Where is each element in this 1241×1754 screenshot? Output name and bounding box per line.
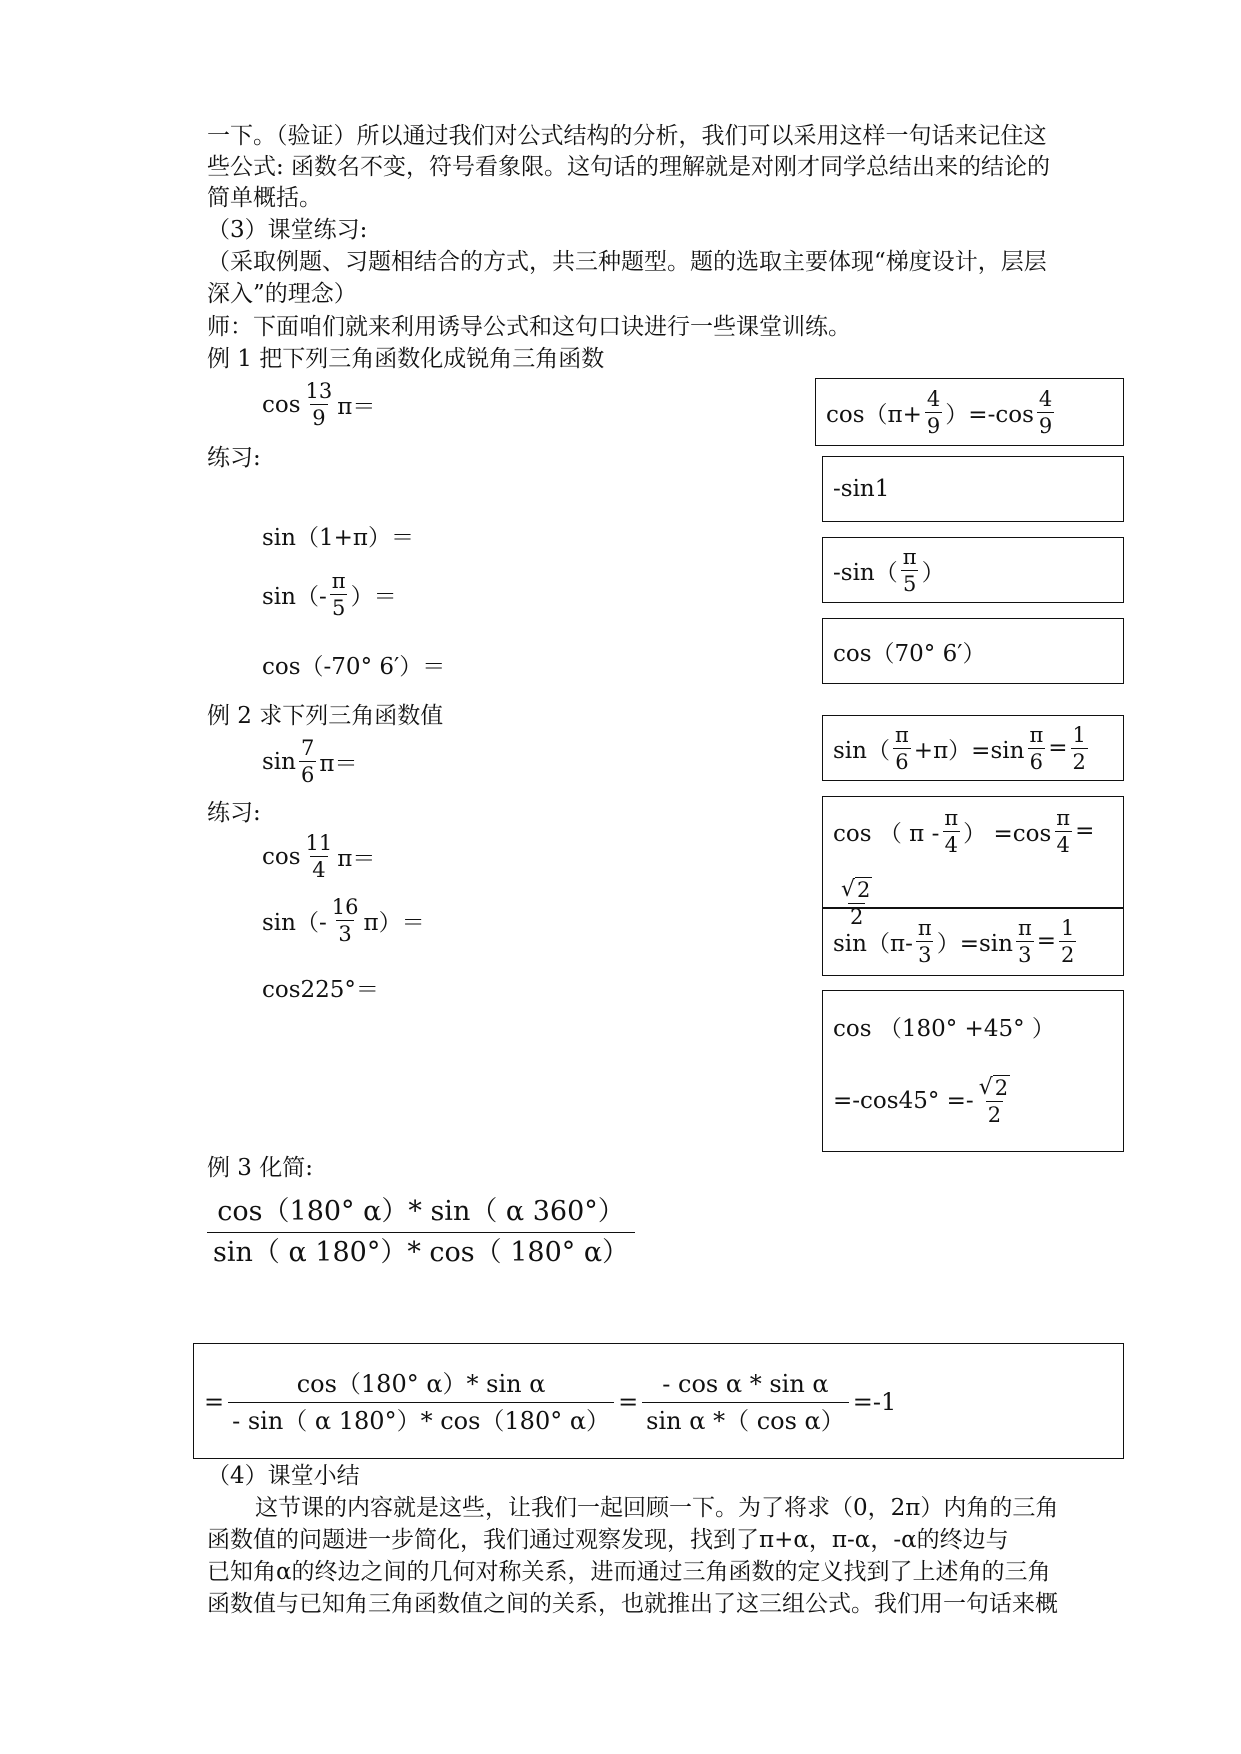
example-title: 例 1 把下列三角函数化成锐角三角函数: [207, 346, 605, 372]
paragraph-line: （采取例题、习题相结合的方式，共三种题型。题的选取主要体现“梯度设计，层层: [207, 249, 1047, 275]
answer-expression: sin（π- $\frac{\pi}{3}$ ）=sin $\frac{\pi}{3}$ = $\frac{1}{2}$: [833, 915, 1075, 967]
question-expression: sin（- $\frac{\pi}{5}$ ）＝: [262, 569, 397, 620]
question-expression: cos $\frac{13}{9}$ π＝: [262, 379, 376, 430]
question-expression: cos225°＝: [262, 977, 379, 1003]
answer-expression: cos （ π - $\frac{\pi}{4}$ ） =cos $\frac{\pi}{4}$ =: [833, 805, 1095, 857]
simplify-expression: cos（180° α）* sin（ α 360°） sin（ α 180°）* cos（ 180° α）: [207, 1192, 635, 1273]
example-title: 例 3 化简:: [207, 1155, 314, 1181]
section-heading: （4）课堂小结: [207, 1463, 360, 1489]
section-heading: （3）课堂练习:: [207, 217, 368, 243]
question-expression: cos $\frac{11}{4}$ π＝: [262, 831, 376, 882]
practice-label: 练习:: [207, 445, 261, 471]
answer-sqrt-fraction: √ 2 2: [841, 877, 871, 929]
paragraph-line: 简单概括。: [207, 185, 322, 211]
practice-label: 练习:: [207, 800, 261, 826]
paragraph-line: 函数值与已知角三角函数值之间的关系，也就推出了这三组公式。我们用一句话来概: [207, 1591, 1058, 1617]
question-expression: sin（- $\frac{16}{3}$ π）＝: [262, 895, 425, 946]
question-expression: sin（1+π）＝: [262, 525, 414, 551]
paragraph-line: 些公式: 函数名不变，符号看象限。这句话的理解就是对刚才同学总结出来的结论的: [207, 154, 1051, 180]
answer-expression: -sin（ $\frac{\pi}{5}$ ）: [833, 544, 945, 596]
paragraph-line: 师：下面咱们就来利用诱导公式和这句口诀进行一些课堂训练。: [207, 314, 851, 340]
answer-expression: cos（70° 6′）: [833, 640, 986, 667]
result-expression: = $\frac{\text{cos（180° α）* sin α}}{- \sin( \alpha 180^\circ)* \cos(180^\circ \alpha)}$ = $\frac{\text{- cos α * sin α}}{\text{sin α *（ cos α）}}$ =-1: [204, 1360, 896, 1444]
answer-expression: =-cos45° =- √ 2 2: [833, 1075, 1009, 1127]
paragraph-line: 一下。（验证）所以通过我们对公式结构的分析，我们可以采用这样一句话来记住这: [207, 123, 1047, 149]
answer-expression: sin（ $\frac{\pi}{6}$ +π）=sin $\frac{\pi}{6}$ = $\frac{1}{2}$: [833, 722, 1086, 774]
answer-expression: cos （180° +45° ）: [833, 1015, 1055, 1042]
answer-expression: cos（π+ $\frac{4}{9}$ ）=-cos $\frac{4}{9}$: [826, 386, 1053, 438]
question-expression: sin $\frac{7}{6}$ π＝: [262, 736, 358, 787]
paragraph-line: 已知角α的终边之间的几何对称关系，进而通过三角函数的定义找到了上述角的三角: [207, 1559, 1051, 1585]
paragraph-line: 这节课的内容就是这些，让我们一起回顾一下。为了将求（0，2π）内角的三角: [255, 1495, 1059, 1521]
example-title: 例 2 求下列三角函数值: [207, 703, 444, 729]
paragraph-line: 深入”的理念）: [207, 281, 357, 307]
question-expression: cos（-70° 6′）＝: [262, 654, 446, 680]
paragraph-line: 函数值的问题进一步简化，我们通过观察发现，找到了π+α，π-α，-α的终边与: [207, 1527, 1009, 1553]
answer-expression: -sin1: [833, 476, 890, 502]
